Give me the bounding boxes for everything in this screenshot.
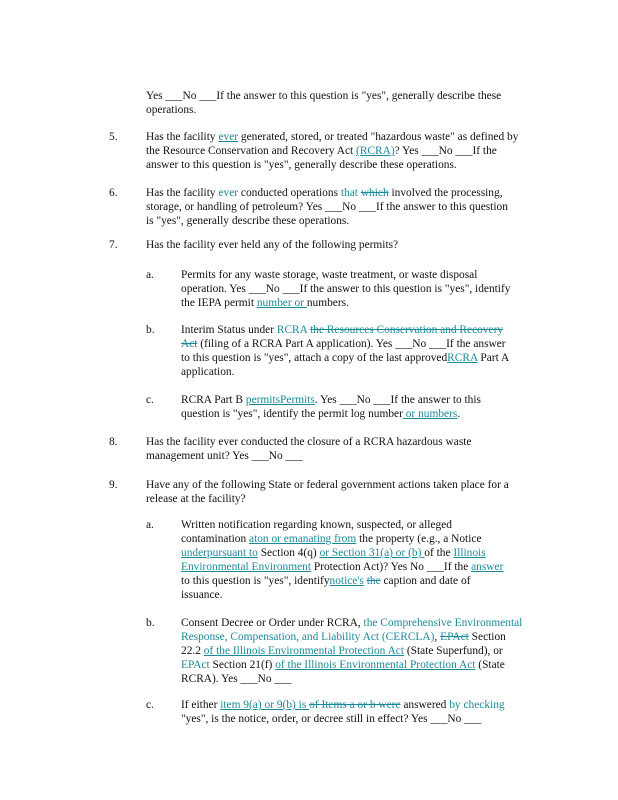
q7b-insert-rcra: RCRA: [276, 324, 308, 336]
q9b-text: 22.2: [181, 645, 204, 657]
q7c-text: RCRA Part B: [181, 394, 246, 406]
q7b-text: to this question is "yes", attach a copy of the last approved: [181, 352, 448, 364]
q9b-text: Section 21(f): [209, 659, 276, 671]
question-9-number: 9.: [109, 479, 118, 491]
q9b-insert-cercla-2: Response, Compensation, and Liability Act (CERCLA): [181, 631, 435, 643]
q9a-insert-section31: or Section 31(a) or (b): [319, 547, 425, 559]
q9a-text: the property (e.g., a Notice: [356, 533, 482, 545]
intro-text-a: Yes ___No ___If the answer to this question is "yes": [146, 90, 387, 102]
question-9a-number: a.: [146, 519, 154, 531]
q5-text: as defined by: [454, 131, 519, 143]
q5-text: , generally describe these operations.: [288, 159, 457, 171]
question-7a: [181, 268, 581, 310]
q9c-text: , or decree still in effect? Yes ___No ___: [295, 713, 482, 725]
q5-insert-ever: ever: [218, 131, 239, 143]
q9c-text: If either: [181, 699, 221, 711]
question-7c: [181, 393, 581, 421]
q9c-delete-items: of Items a or b were: [309, 699, 401, 711]
q8-text: Has the facility ever conducted the closure of a RCRA hazardous waste: [146, 436, 472, 448]
q7a-text: the IEPA permit: [181, 297, 257, 309]
q6-insert-that: that: [340, 187, 358, 199]
question-7c-number: c.: [146, 394, 154, 406]
q5-text: Has the facility: [146, 131, 219, 143]
q7c-text: question is "yes", identify the permit log number: [181, 408, 403, 420]
question-7: [146, 238, 586, 252]
q9a-text: No ___If the: [410, 561, 472, 573]
q7a-insert: number or: [256, 297, 307, 309]
q6-text: involved the processing,: [388, 187, 503, 199]
q7a-text: numbers.: [306, 297, 349, 309]
q7b-text: Part A: [477, 352, 510, 364]
q9a-text: contamination: [181, 533, 250, 545]
question-9a: [181, 518, 581, 602]
q5-text: generated, stored: [238, 131, 319, 143]
question-9b-number: b.: [146, 617, 155, 629]
q9c-text: "yes", is the notice, order: [181, 713, 296, 725]
q5-text: ? Yes ___No ___If the: [394, 145, 497, 157]
q9b-text: (State Superfund), or: [404, 645, 503, 657]
q7c-insert-permits: permitsPermits: [245, 394, 315, 406]
q9a-text: Section 4(q): [257, 547, 320, 559]
q9a-text: to this question is "yes", identify: [181, 575, 330, 587]
q5-text: , or treated "hazardous waste": [318, 131, 455, 143]
q7c-text: . Yes ___No ___If the answer to this: [314, 394, 481, 406]
question-9c-number: c.: [146, 699, 154, 711]
q9a-text: of the: [424, 547, 454, 559]
q9-text: release at the facility?: [146, 493, 246, 505]
q6-text: storage, or handling of petroleum? Yes ___No ___If the answer to this question: [146, 201, 508, 213]
q7b-delete-2: Act: [181, 338, 198, 350]
q7b-delete-1: the Resources Conservation and Recovery: [310, 324, 504, 336]
question-7a-number: a.: [146, 269, 154, 281]
question-9: [146, 478, 586, 506]
intro-text-b: , generally describe these: [386, 90, 502, 102]
q9a-insert-illinois: Illinois: [453, 547, 486, 559]
q9a-insert-answer: answer: [471, 561, 504, 573]
q5-text: the Resource Conservation and Recovery Act: [146, 145, 357, 157]
q7-text: Has the facility ever held any of the following permits?: [146, 239, 399, 251]
q6-text: is "yes", generally describe these operations.: [146, 215, 350, 227]
q9b-text: Consent Decree or Order under RCRA,: [181, 617, 364, 629]
q7b-insert-rcra-2: RCRA: [447, 352, 478, 364]
q9c-insert-checking: by checking: [449, 699, 505, 711]
q6-text: conducted operations: [238, 187, 341, 199]
intro-text-c: operations.: [146, 104, 197, 116]
question-6: [146, 186, 586, 228]
q7a-text: Permits for any waste storage, waste treatment, or waste disposal: [181, 269, 478, 281]
q6-delete-which: which: [360, 187, 389, 199]
q9-text: Have any of the following State or federal government actions taken place for a: [146, 479, 509, 491]
q9b-insert-illinois-act-1: of the Illinois Environmental Protection Act: [203, 645, 405, 657]
q9a-insert-emanating: aton or emanating from: [249, 533, 357, 545]
q9a-insert-environment: Environmental Environment: [181, 561, 312, 573]
q7a-text: operation. Yes ___No ___If the answer to this question is "yes", identify: [181, 283, 511, 295]
q8-text: management unit? Yes ___No ___: [146, 450, 303, 462]
q6-text: Has the facility: [146, 187, 219, 199]
q9b-text: RCRA). Yes ___No ___: [181, 673, 292, 685]
question-5-number: 5.: [109, 131, 118, 143]
q5-text: answer to this question is "yes": [146, 159, 289, 171]
q9a-text: issuance.: [181, 589, 223, 601]
question-8: [146, 435, 586, 463]
question-6-number: 6.: [109, 187, 118, 199]
question-9c: [181, 698, 591, 726]
q7b-text: Interim Status under: [181, 324, 277, 336]
question-8-number: 8.: [109, 436, 118, 448]
q9b-text: ,: [434, 631, 441, 643]
q7b-text: application.: [181, 366, 235, 378]
q7b-text: (filing of a RCRA Part A application). Yes ___No ___If the answer: [197, 338, 506, 350]
q7c-text: .: [457, 408, 461, 420]
q9a-text: Protection Act)? Yes: [311, 561, 411, 573]
q9a-insert-notices: notice's: [329, 575, 364, 587]
q5-insert-rcra: (RCRA): [356, 145, 395, 157]
q9b-text: (State: [475, 659, 505, 671]
q7c-insert-numbers: or numbers: [402, 408, 458, 420]
q9b-insert-epact: EPAct: [181, 659, 210, 671]
q9b-insert-cercla-1: the Comprehensive Environmental: [363, 617, 523, 629]
q9b-text: Section: [468, 631, 506, 643]
q9a-delete-the: the: [366, 575, 381, 587]
q9c-text: answered: [400, 699, 450, 711]
q9a-text: caption and date of: [380, 575, 471, 587]
intro-paragraph: [146, 89, 576, 117]
q9a-text: Written notification regarding known, suspected, or alleged: [181, 519, 452, 531]
question-7b: [181, 323, 581, 379]
question-7-number: 7.: [109, 239, 118, 251]
q6-insert-ever: ever: [218, 187, 239, 199]
q9b-insert-illinois-act-2: of the Illinois Environmental Protection Act: [275, 659, 476, 671]
question-9b: [181, 616, 591, 686]
question-5: [146, 130, 586, 172]
q9c-insert-item: item 9(a) or 9(b) is: [220, 699, 310, 711]
question-7b-number: b.: [146, 324, 155, 336]
q9a-insert-pursuant: underpursuant to: [181, 547, 258, 559]
q9b-delete-epact: EPAct: [440, 631, 469, 643]
